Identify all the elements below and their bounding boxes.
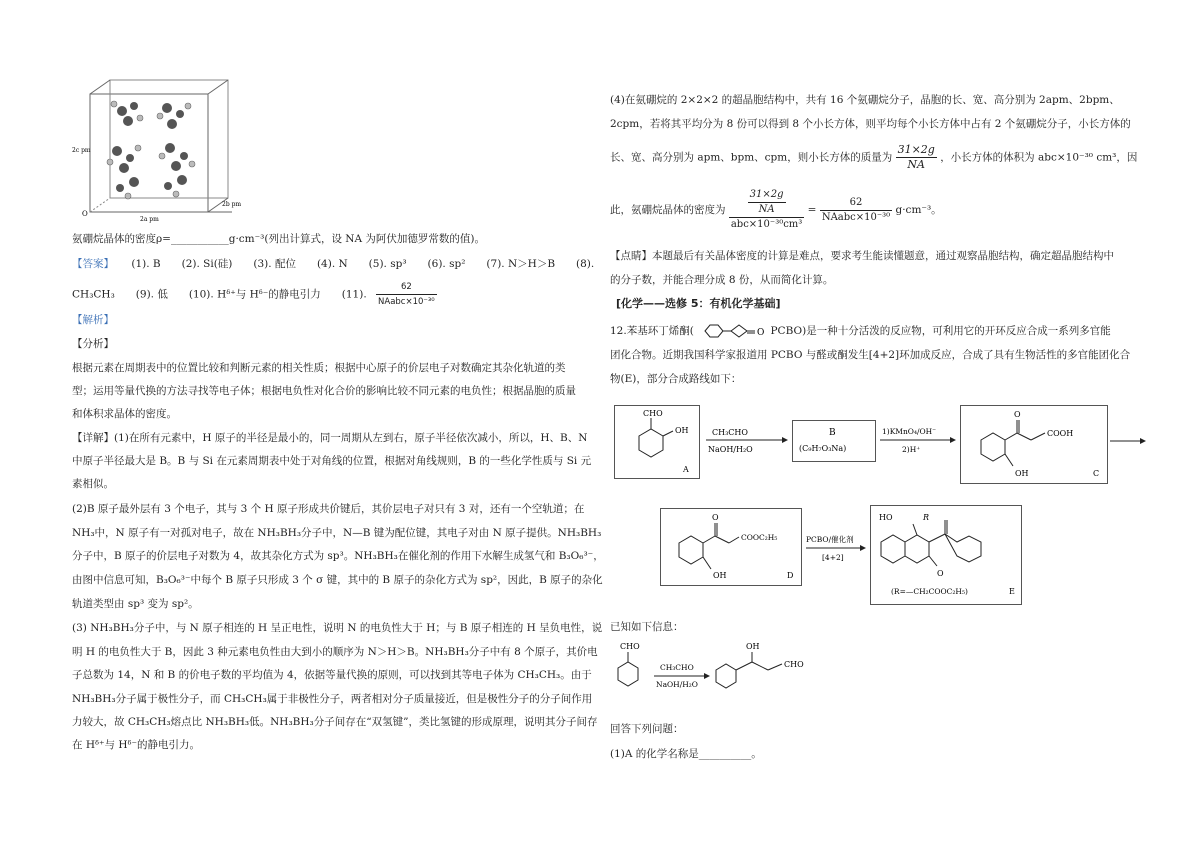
answer-prompt: 回答下列问题： bbox=[610, 723, 684, 735]
detail-line-1: 【详解】(1)在所有元素中，H 原子的半径是最小的，同一周期从左到右，原子半径依次减小，所以，H、B、N bbox=[72, 432, 588, 444]
density-equation bbox=[610, 188, 942, 232]
para3-line-6: 在 Hᵟ⁺与 Hᵟ⁻的静电引力。 bbox=[72, 739, 201, 751]
a-label: A bbox=[683, 465, 689, 474]
fenxi-line-3: 和体积求晶体的密度。 bbox=[72, 408, 177, 420]
compound-c-box-main bbox=[960, 405, 1108, 484]
known-info: 已知如下信息： bbox=[610, 621, 684, 633]
arrow3-top: PCBO/催化剂 bbox=[806, 535, 854, 544]
c-label: C bbox=[1093, 469, 1100, 478]
para4-line-3 bbox=[610, 143, 1137, 172]
para2-line-4: 由图中信息可知，B₃O₆³⁻中每个 B 原子只形成 3 个 σ 键，其中的 B 原子的杂化方式为 sp²，因此，B 原子的杂化 bbox=[72, 574, 603, 586]
para3-line-3: 子总数为 14，N 和 B 的价电子数的平均值为 4，依据等量代换的原则，可以找到其等电子体为 CH₃CH₃。由于 bbox=[72, 669, 592, 681]
d-oh-label: OH bbox=[713, 571, 727, 580]
mass-fraction bbox=[896, 143, 937, 172]
e-ho-label: HO bbox=[879, 513, 893, 522]
compound-a-box bbox=[614, 405, 700, 479]
density-inner-numerator: 31×2g bbox=[748, 188, 786, 203]
arrow-1 bbox=[702, 420, 790, 460]
answer-line-1 bbox=[72, 257, 594, 271]
c-oh-label: OH bbox=[1015, 469, 1029, 478]
density-question-line: 氨硼烷晶体的密度ρ=___________g·cm⁻³(列出计算式，设 NA 为阿伏加德罗常数的值)。 bbox=[72, 233, 486, 245]
dianjing-line-1: 【点睛】本题最后有关晶体密度的计算是难点，要求考生能读懂题意，通过观察晶胞结构，确定超晶胞结构中 bbox=[610, 250, 1114, 262]
arrow2-bottom: 2)H⁺ bbox=[902, 445, 921, 454]
analysis-tag: 【解析】 bbox=[72, 314, 114, 326]
d-label: D bbox=[787, 571, 794, 580]
answer-fraction-numerator: 62 bbox=[376, 280, 437, 295]
known-arrow-bottom: NaOH/H₂O bbox=[656, 680, 698, 689]
crystal-structure-figure bbox=[72, 76, 247, 226]
arrow1-top: CH₃CHO bbox=[712, 428, 748, 437]
known-cho: CHO bbox=[620, 642, 640, 651]
para2-line-5: 轨道类型由 sp³ 变为 sp²。 bbox=[72, 598, 199, 610]
answers-text-1: (1). B (2). Si(硅) (3). 配位 (4). N (5). sp³ (6). sp² (7). N＞H＞B (8). bbox=[131, 258, 595, 270]
answer-tag: 【答案】 bbox=[72, 258, 114, 270]
figure-depth-label: 2b pm bbox=[222, 201, 242, 208]
density-fraction-1-numerator bbox=[729, 188, 804, 218]
arrow3-bottom: [4+2] bbox=[822, 553, 844, 562]
known-reaction-scheme bbox=[610, 640, 850, 700]
a-oh-label: OH bbox=[675, 426, 689, 435]
para3-line-5: 力较大，故 CH₃CH₃熔点比 NH₃BH₃低。NH₃BH₃分子间存在“双氢键”，类比氢键的形成原理，说明其分子间存 bbox=[72, 716, 598, 728]
compound-d-box bbox=[660, 508, 802, 586]
para2-line-2: NH₃中，N 原子有一对孤对电子，故在 NH₃BH₃分子中，N—B 键为配位键，其电子对由 N 原子提供。NH₃BH₃ bbox=[72, 527, 602, 539]
b-label: B bbox=[829, 428, 836, 438]
density-prefix: 此，氨硼烷晶体的密度为 bbox=[610, 204, 726, 216]
section-title: [化学——选修 5：有机化学基础] bbox=[616, 297, 781, 310]
dianjing-line-2: 的分子数，并能合理分成 8 份，从而简化计算。 bbox=[610, 274, 834, 286]
q12-line-1 bbox=[610, 323, 1111, 339]
fenxi-tag: 【分析】 bbox=[72, 338, 114, 350]
density-equals: = bbox=[807, 204, 817, 216]
density-fraction-2 bbox=[820, 196, 892, 225]
density-fraction-1 bbox=[729, 188, 804, 232]
answer-fraction-denominator: NAabc×10⁻³⁰ bbox=[378, 297, 435, 307]
c-o-label: O bbox=[1014, 410, 1021, 419]
d-ester-label: COOC₂H₅ bbox=[741, 533, 778, 542]
mass-fraction-denominator: NA bbox=[907, 158, 925, 171]
answer-line-2 bbox=[72, 280, 437, 309]
mass-fraction-numerator: 31×2g bbox=[897, 143, 935, 156]
e-label: E bbox=[1009, 587, 1015, 596]
fenxi-line-1: 根据元素在周期表中的位置比较和判断元素的相关性质；根据中心原子的价层电子对数确定其杂化轨道的类 bbox=[72, 362, 566, 374]
density-inner-denominator: NA bbox=[758, 204, 775, 215]
density-fraction-1-inner bbox=[748, 188, 786, 217]
arrow-3 bbox=[802, 528, 868, 568]
density-fraction-2-denominator: NAabc×10⁻³⁰ bbox=[821, 211, 891, 223]
q12-text-b: PCBO)是一种十分活泼的反应物，可利用它的开环反应合成一系列多官能 bbox=[770, 325, 1111, 337]
e-note: (R=—CH₂COOC₂H₅) bbox=[891, 587, 968, 596]
e-r-label: R bbox=[923, 513, 930, 522]
arrow-continue bbox=[1108, 436, 1148, 446]
b-formula: (C₉H₇O₃Na) bbox=[799, 444, 847, 453]
para4-line-1: (4)在氨硼烷的 2×2×2 的超晶胞结构中，共有 16 个氨硼烷分子，晶胞的长、宽、高分别为 2apm、2bpm、 bbox=[610, 94, 1120, 106]
e-o-label: O bbox=[937, 569, 944, 578]
arrow1-bottom: NaOH/H₂O bbox=[708, 445, 753, 454]
known-arrow-top: CH₃CHO bbox=[660, 663, 694, 672]
para3-line-1: (3) NH₃BH₃分子中，与 N 原子相连的 H 呈正电性，说明 N 的电负性大于 H；与 B 原子相连的 H 呈负电性，说 bbox=[72, 622, 603, 634]
svg-text:O: O bbox=[757, 328, 765, 338]
para2-line-1: (2)B 原子最外层有 3 个电子，其与 3 个 H 原子形成共价键后，其价层电子对只有 3 对，还有一个空轨道；在 bbox=[72, 503, 585, 515]
pcbo-structure-icon bbox=[697, 323, 767, 339]
para3-line-2: 明 H 的电负性大于 B，因此 3 种元素电负性由大到小的顺序为 N＞H＞B。NH₃BH₃分子中有 8 个原子，其价电 bbox=[72, 646, 598, 658]
a-cho-label: CHO bbox=[643, 409, 663, 418]
answer-fraction bbox=[376, 280, 437, 309]
d-o-label: O bbox=[712, 513, 719, 522]
known-cho2: CHO bbox=[784, 660, 804, 669]
density-fraction-1-denominator: abc×10⁻³⁰cm³ bbox=[730, 219, 803, 230]
density-fraction-2-numerator: 62 bbox=[820, 196, 892, 211]
figure-height-label: 2c pm bbox=[72, 147, 91, 154]
arrow-2 bbox=[876, 420, 958, 460]
compound-e-box bbox=[870, 505, 1022, 605]
detail-line-2: 中原子半径最大是 B。B 与 Si 在元素周期表中处于对角线的位置，根据对角线规则，B 的一些化学性质与 Si 元 bbox=[72, 455, 592, 467]
fenxi-line-2: 型；运用等量代换的方法寻找等电子体；根据电负性对化合价的影响比较不同元素的电负性；根据晶胞的质量 bbox=[72, 385, 576, 397]
question-1: (1)A 的化学名称是__________。 bbox=[610, 748, 762, 760]
c-cooh-label: COOH bbox=[1047, 429, 1074, 438]
known-oh: OH bbox=[746, 642, 760, 651]
para2-line-3: 分子中，B 原子的价层电子对数为 4，故其杂化方式为 sp³。NH₃BH₃在催化剂的作用下水解生成氢气和 B₃O₆³⁻， bbox=[72, 550, 604, 562]
density-unit: g·cm⁻³。 bbox=[895, 204, 942, 216]
arrow2-top: 1)KMnO₄/OH⁻ bbox=[882, 427, 937, 436]
detail-line-3: 素相似。 bbox=[72, 478, 114, 490]
q12-line-2: 团化合物。近期我国科学家报道用 PCBO 与醛或酮发生[4+2]环加成反应，合成了具有生物活性的多官能团化合 bbox=[610, 349, 1131, 361]
answers-text-2: CH₃CH₃ (9). 低 (10). Hᵟ⁺与 Hᵟ⁻的静电引力 (11). bbox=[72, 288, 367, 301]
volume-text: ，小长方体的体积为 abc×10⁻³⁰ cm³，因 bbox=[940, 151, 1138, 164]
para3-line-4: NH₃BH₃分子属于极性分子，而 CH₃CH₃属于非极性分子，两者相对分子质量接近，但是极性分子的分子间作用 bbox=[72, 693, 593, 705]
figure-width-label: 2a pm bbox=[140, 216, 159, 223]
compound-b-box bbox=[792, 420, 876, 462]
mass-text: 长、宽、高分别为 apm、bpm、cpm，则小长方体的质量为 bbox=[610, 151, 893, 164]
q12-text-a: 12.苯基环丁烯酮( bbox=[610, 325, 694, 337]
q12-line-3: 物(E)，部分合成路线如下： bbox=[610, 373, 742, 385]
figure-origin-label: O bbox=[82, 210, 88, 218]
para4-line-2: 2cpm，若将其平均分为 8 份可以得到 8 个小长方体，则平均每个小长方体中占有 2 个氨硼烷分子，小长方体的 bbox=[610, 118, 1131, 130]
